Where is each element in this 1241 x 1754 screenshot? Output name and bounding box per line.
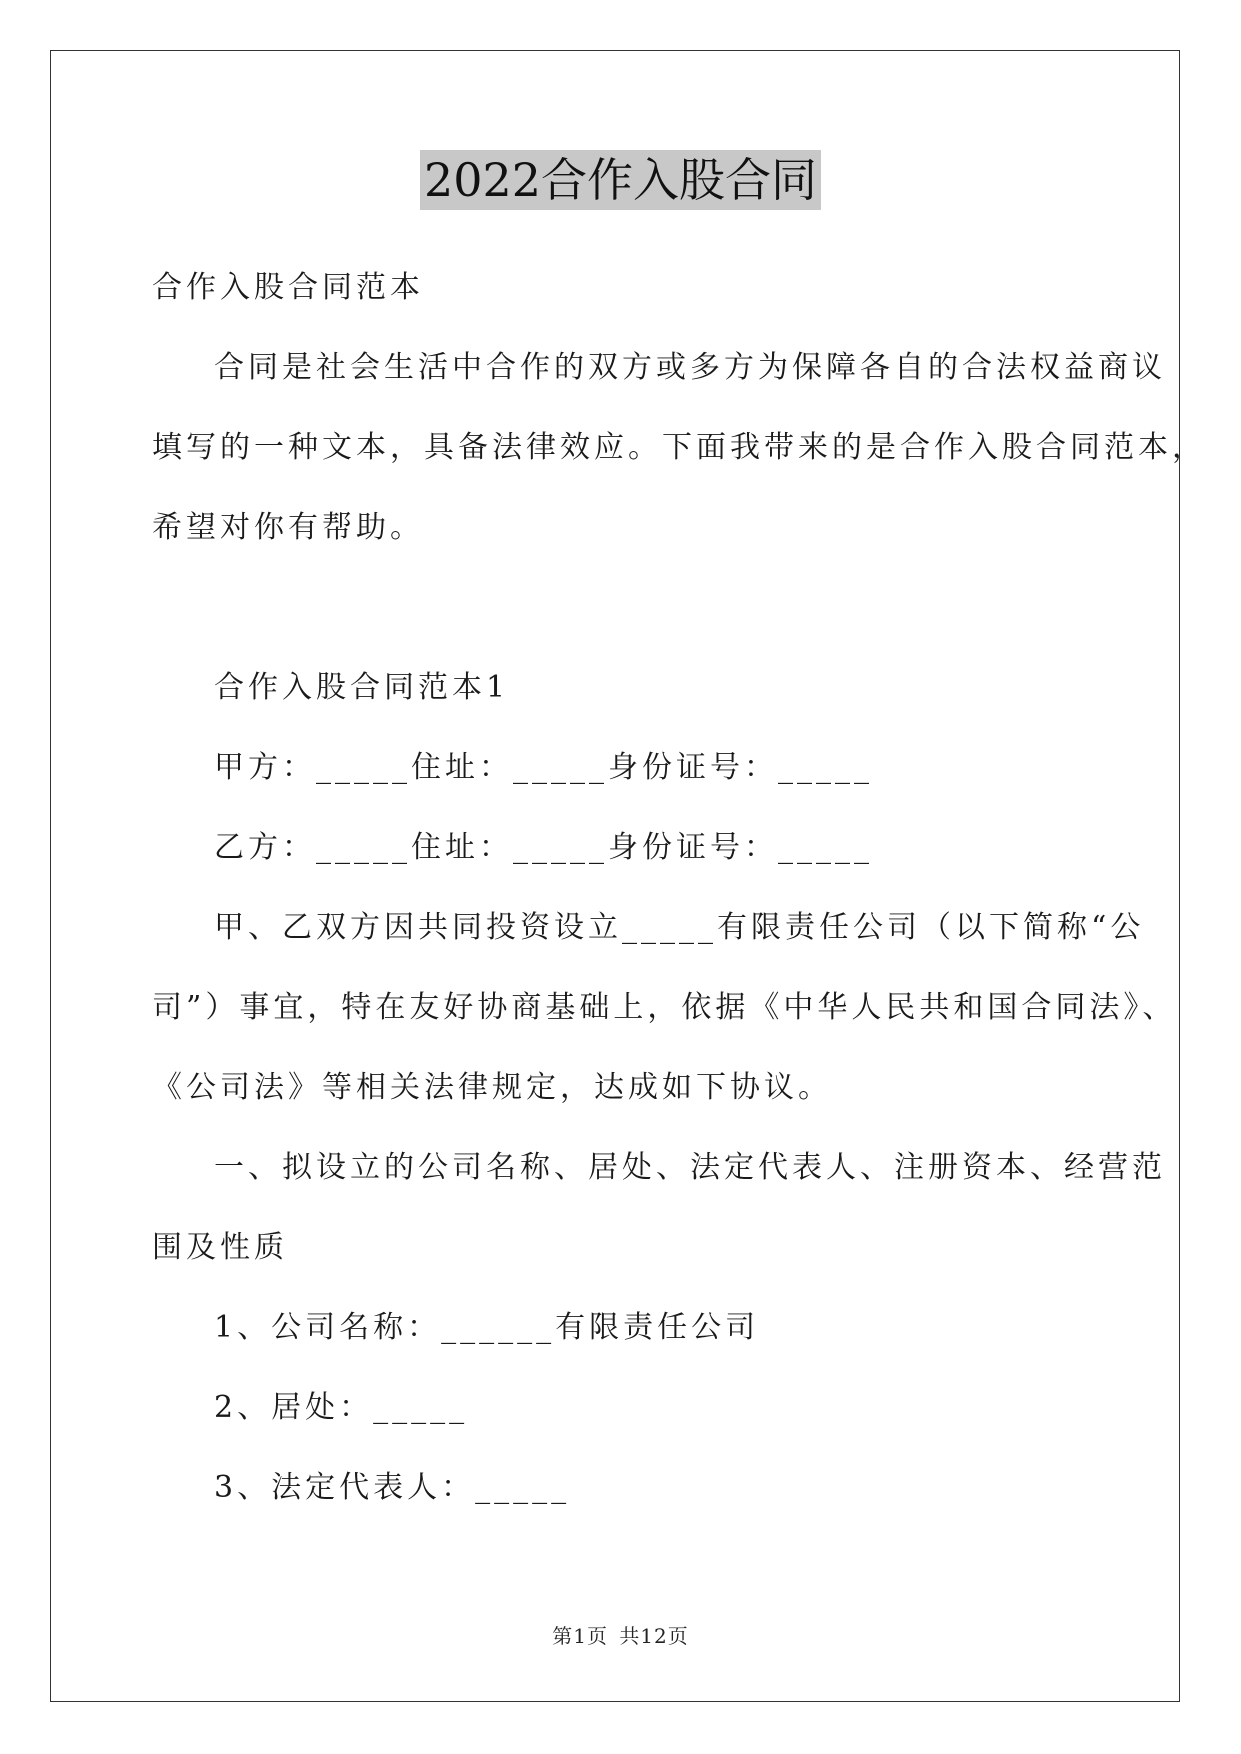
clause-heading: 一、拟设立的公司名称、居处、法定代表人、注册资本、经营范 <box>214 1150 1166 1185</box>
title-container <box>0 150 1241 210</box>
list-item: 2、居处：_____ <box>214 1390 469 1425</box>
party-b-line: 乙方：_____住址：_____身份证号：_____ <box>214 830 873 865</box>
paragraph-line: 司”）事宜，特在友好协商基础上，依据《中华人民共和国合同法》、 <box>152 990 1177 1025</box>
section-heading: 合作入股合同范本1 <box>214 670 510 705</box>
page-footer <box>0 1620 1241 1649</box>
paragraph-line: 合同是社会生活中合作的双方或多方为保障各自的合法权益商议 <box>214 350 1166 385</box>
list-item: 3、法定代表人：_____ <box>214 1470 571 1505</box>
page-number: 第1页 <box>552 1624 608 1648</box>
document-title: 2022合作入股合同 <box>420 150 821 210</box>
paragraph-line: 《公司法》等相关法律规定，达成如下协议。 <box>152 1070 832 1105</box>
paragraph-line: 甲、乙双方因共同投资设立_____有限责任公司（以下简称“公 <box>214 910 1145 945</box>
subtitle-line: 合作入股合同范本 <box>152 270 424 305</box>
list-item: 1、公司名称：______有限责任公司 <box>214 1310 760 1345</box>
page-total: 共12页 <box>619 1624 689 1648</box>
party-a-line: 甲方：_____住址：_____身份证号：_____ <box>214 750 873 785</box>
paragraph-line: 填写的一种文本，具备法律效应。下面我带来的是合作入股合同范本， <box>152 430 1206 465</box>
clause-heading: 围及性质 <box>152 1230 288 1265</box>
paragraph-line: 希望对你有帮助。 <box>152 510 424 545</box>
